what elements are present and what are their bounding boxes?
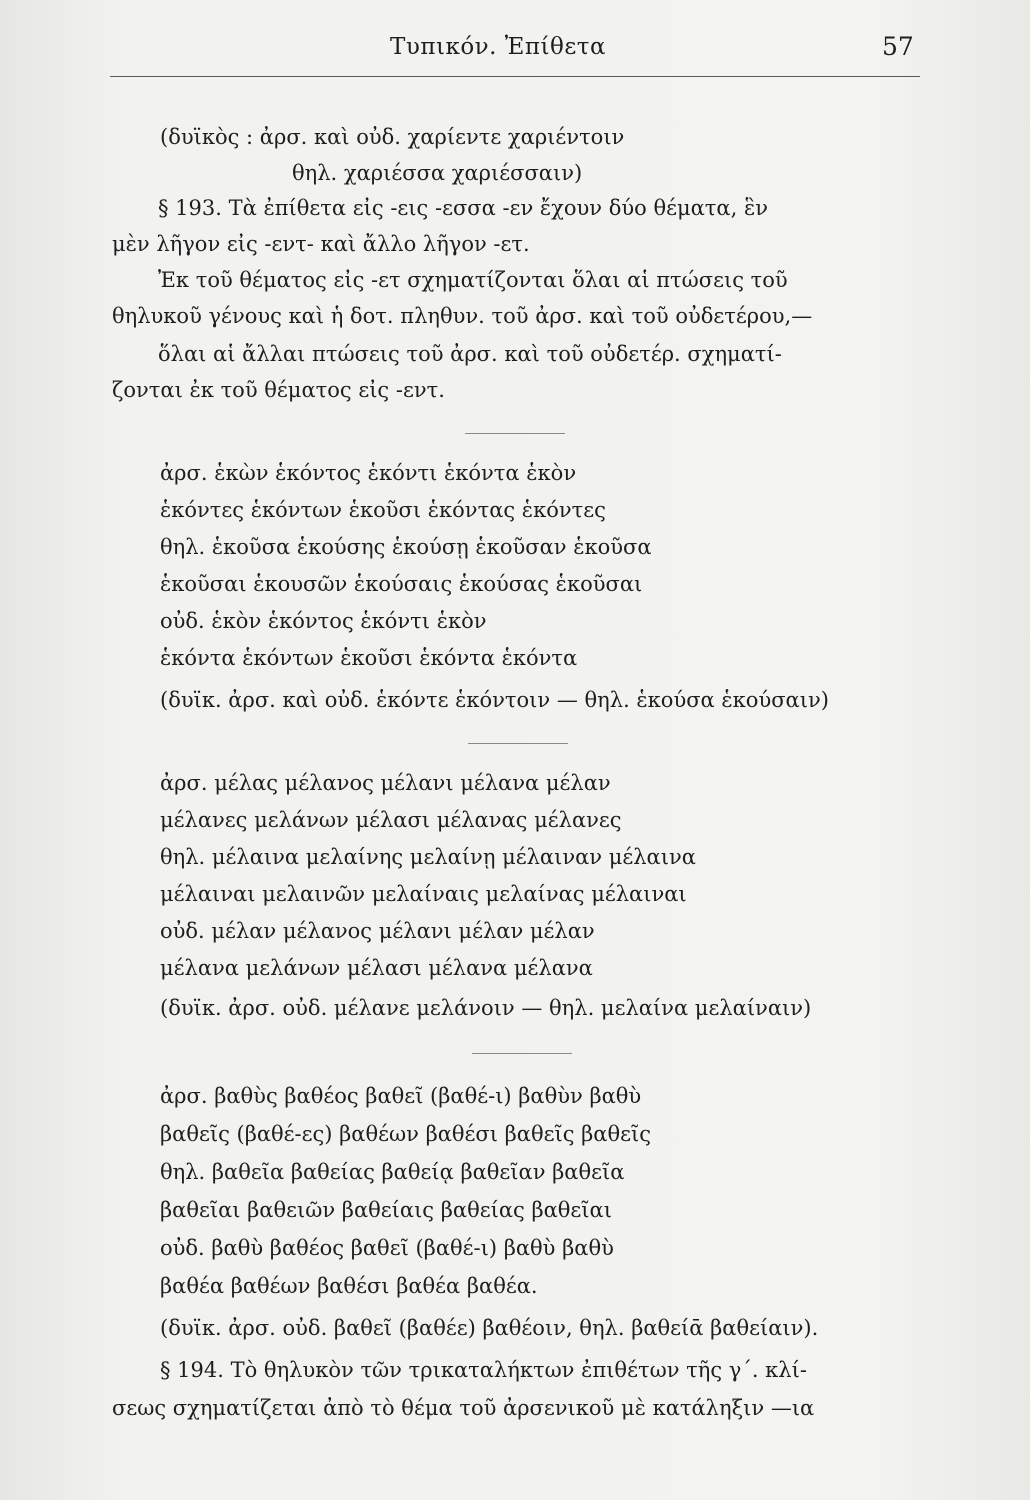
paradigm-line: μέλανα μελάνων μέλασι μέλανα μέλανα xyxy=(160,956,593,980)
text-line: ζονται ἐκ τοῦ θέματος εἰς -εντ. xyxy=(112,378,445,402)
section-194-heading: § 194. Τὸ θηλυκὸν τῶν τρικαταλήκτων ἐπιθέτων τῆς γ΄. κλί- xyxy=(160,1358,807,1382)
paradigm-line: οὐδ. βαθὺ βαθέος βαθεῖ (βαθέ-ι) βαθὺ βαθὺ xyxy=(160,1236,614,1260)
paradigm-line: οὐδ. μέλαν μέλανος μέλανι μέλαν μέλαν xyxy=(160,919,595,943)
paradigm-line: (δυϊκ. ἀρσ. καὶ οὐδ. ἑκόντε ἑκόντοιν — θηλ. ἑκούσα ἑκούσαιν) xyxy=(160,688,829,712)
paradigm-line: ἑκόντα ἑκόντων ἑκοῦσι ἑκόντα ἑκόντα xyxy=(160,646,578,670)
paradigm-line: ἀρσ. βαθὺς βαθέος βαθεῖ (βαθέ-ι) βαθὺν βαθὺ xyxy=(160,1084,642,1108)
header-rule xyxy=(110,76,920,77)
text-line: ὅλαι αἱ ἄλλαι πτώσεις τοῦ ἀρσ. καὶ τοῦ οὐδετέρ. σχηματί- xyxy=(158,342,782,366)
running-header: Τυπικόν. Ἐπίθετα xyxy=(390,34,607,60)
paradigm-line: (δυϊκ. ἀρσ. οὐδ. μέλανε μελάνοιν — θηλ. μελαίνα μελαίναιν) xyxy=(160,996,812,1020)
paradigm-line: ἀρσ. ἑκὼν ἑκόντος ἑκόντι ἑκόντα ἑκὸν xyxy=(160,461,577,485)
text-line: (δυϊκὸς : ἀρσ. καὶ οὐδ. χαρίεντε χαριέντοιν xyxy=(160,125,625,149)
text-line: θηλυκοῦ γένους καὶ ἡ δοτ. πληθυν. τοῦ ἀρσ. καὶ τοῦ οὐδετέρου,— xyxy=(112,304,813,328)
paradigm-line: ἑκοῦσαι ἑκουσῶν ἑκούσαις ἑκούσας ἑκοῦσαι xyxy=(160,572,643,596)
paradigm-line: θηλ. μέλαινα μελαίνης μελαίνῃ μέλαιναν μέλαινα xyxy=(160,845,696,869)
separator xyxy=(472,1053,572,1054)
paradigm-line: βαθεῖαι βαθειῶν βαθείαις βαθείας βαθεῖαι xyxy=(160,1198,612,1222)
section-193-heading: § 193. Τὰ ἐπίθετα εἰς -εις -εσσα -εν ἔχουν δύο θέματα, ἓν xyxy=(158,196,768,220)
text-line: θηλ. χαριέσσα χαριέσσαιν) xyxy=(292,161,583,185)
paradigm-line: μέλανες μελάνων μέλασι μέλανας μέλανες xyxy=(160,808,622,832)
paradigm-line: (δυϊκ. ἀρσ. οὐδ. βαθεῖ (βαθέε) βαθέοιν, θηλ. βαθείᾱ βαθείαιν). xyxy=(160,1316,819,1340)
text-line: Ἐκ τοῦ θέματος εἰς -ετ σχηματίζονται ὅλαι αἱ πτώσεις τοῦ xyxy=(158,268,788,292)
paradigm-line: μέλαιναι μελαινῶν μελαίναις μελαίνας μέλαιναι xyxy=(160,882,687,906)
paradigm-line: θηλ. ἑκοῦσα ἑκούσης ἑκούσῃ ἑκοῦσαν ἑκοῦσα xyxy=(160,535,652,559)
separator xyxy=(465,433,565,434)
paradigm-line: ἀρσ. μέλας μέλανος μέλανι μέλανα μέλαν xyxy=(160,771,611,795)
page-number: 57 xyxy=(882,32,914,61)
text-line: σεως σχηματίζεται ἀπὸ τὸ θέμα τοῦ ἀρσενικοῦ μὲ κατάληξιν —ια xyxy=(112,1396,815,1420)
paradigm-line: ἑκόντες ἑκόντων ἑκοῦσι ἑκόντας ἑκόντες xyxy=(160,498,606,522)
paradigm-line: βαθεῖς (βαθέ-ες) βαθέων βαθέσι βαθεῖς βαθεῖς xyxy=(160,1122,652,1146)
separator xyxy=(468,743,568,744)
paradigm-line: βαθέα βαθέων βαθέσι βαθέα βαθέα. xyxy=(160,1274,538,1298)
text-line: μὲν λῆγον εἰς -εντ- καὶ ἄλλο λῆγον -ετ. xyxy=(112,232,530,256)
paradigm-line: οὐδ. ἑκὸν ἑκόντος ἑκόντι ἑκὸν xyxy=(160,609,487,633)
paradigm-line: θηλ. βαθεῖα βαθείας βαθείᾳ βαθεῖαν βαθεῖα xyxy=(160,1160,625,1184)
